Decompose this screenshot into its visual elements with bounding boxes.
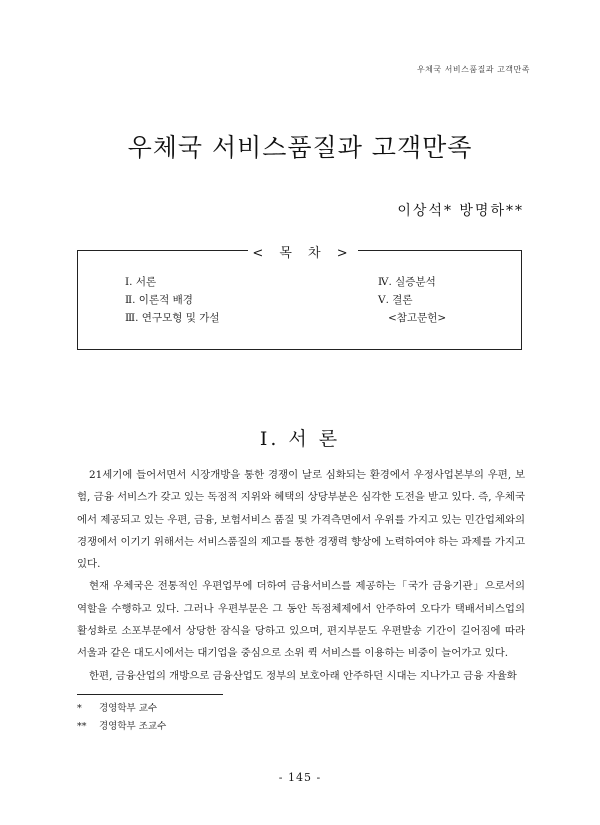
toc-right-column [378,273,446,327]
footnote-text: 경영학부 조교수 [99,721,167,732]
toc-heading: < 목 차 > [248,242,358,261]
toc-item: Ⅱ. 이론적 배경 [125,294,193,306]
page-number: - 145 - [278,771,322,784]
authors: 이상석* 방명하** [397,203,524,219]
footnote-rule [77,694,223,695]
footnote-text: 경영학부 교수 [99,703,158,714]
toc-item: Ⅳ. 실증분석 [378,276,436,288]
toc-item: Ⅲ. 연구모형 및 가설 [125,312,220,324]
footnote-mark: * [77,703,82,714]
section-heading: Ⅰ. 서 론 [259,428,341,450]
paragraph: 한편, 금융산업의 개방으로 금융산업도 정부의 보호아래 안주하던 시대는 지나가고 금융 자율화 [89,669,517,682]
body-text [77,464,525,687]
toc-item: <참고문헌> [388,312,447,324]
toc-left-column [125,273,219,327]
table-of-contents [77,246,522,350]
paragraph: 현재 우체국은 전통적인 우편업무에 더하여 금융서비스를 제공하는「국가 금융기관」으로서의 역할을 수행하고 있다. 그러나 우편부문은 그 동안 독점체제에서 안주하여 오다가 택배서비스업의 활성화로 소포부문에서 상당한 잠식을 당하고 있으며, 편지부문도 우편발송 기간이 길어짐에 따라 서울과 같은 대도시에서는 대기업을 중심으로 소위 퀵 서비스를 이용하는 비중이 늘어가고 있다. [77,580,525,660]
footnote [77,700,166,718]
running-head: 우체국 서비스품질과 고객만족 [416,65,530,74]
toc-item: Ⅰ. 서론 [125,276,157,288]
footnote [77,718,166,736]
footnote-mark: ** [77,721,87,732]
footnotes [77,700,166,736]
toc-item: Ⅴ. 결론 [378,294,413,306]
paragraph: 21세기에 들어서면서 시장개방을 통한 경쟁이 날로 심화되는 환경에서 우정사업본부의 우편, 보험, 금융 서비스가 갖고 있는 독점적 지위와 혜택의 상당부분은 심각한 도전을 받고 있다. 즉, 우체국에서 제공되고 있는 우편, 금융, 보험서비스 품질 및 가격측면에서 우위를 가지고 있는 민간업체와의 경쟁에서 이기기 위해서는 서비스품질의 제고를 통한 경쟁력 향상에 노력하여야 하는 과제를 가지고 있다. [77,469,525,571]
page-title: 우체국 서비스품질과 고객만족 [127,133,473,162]
